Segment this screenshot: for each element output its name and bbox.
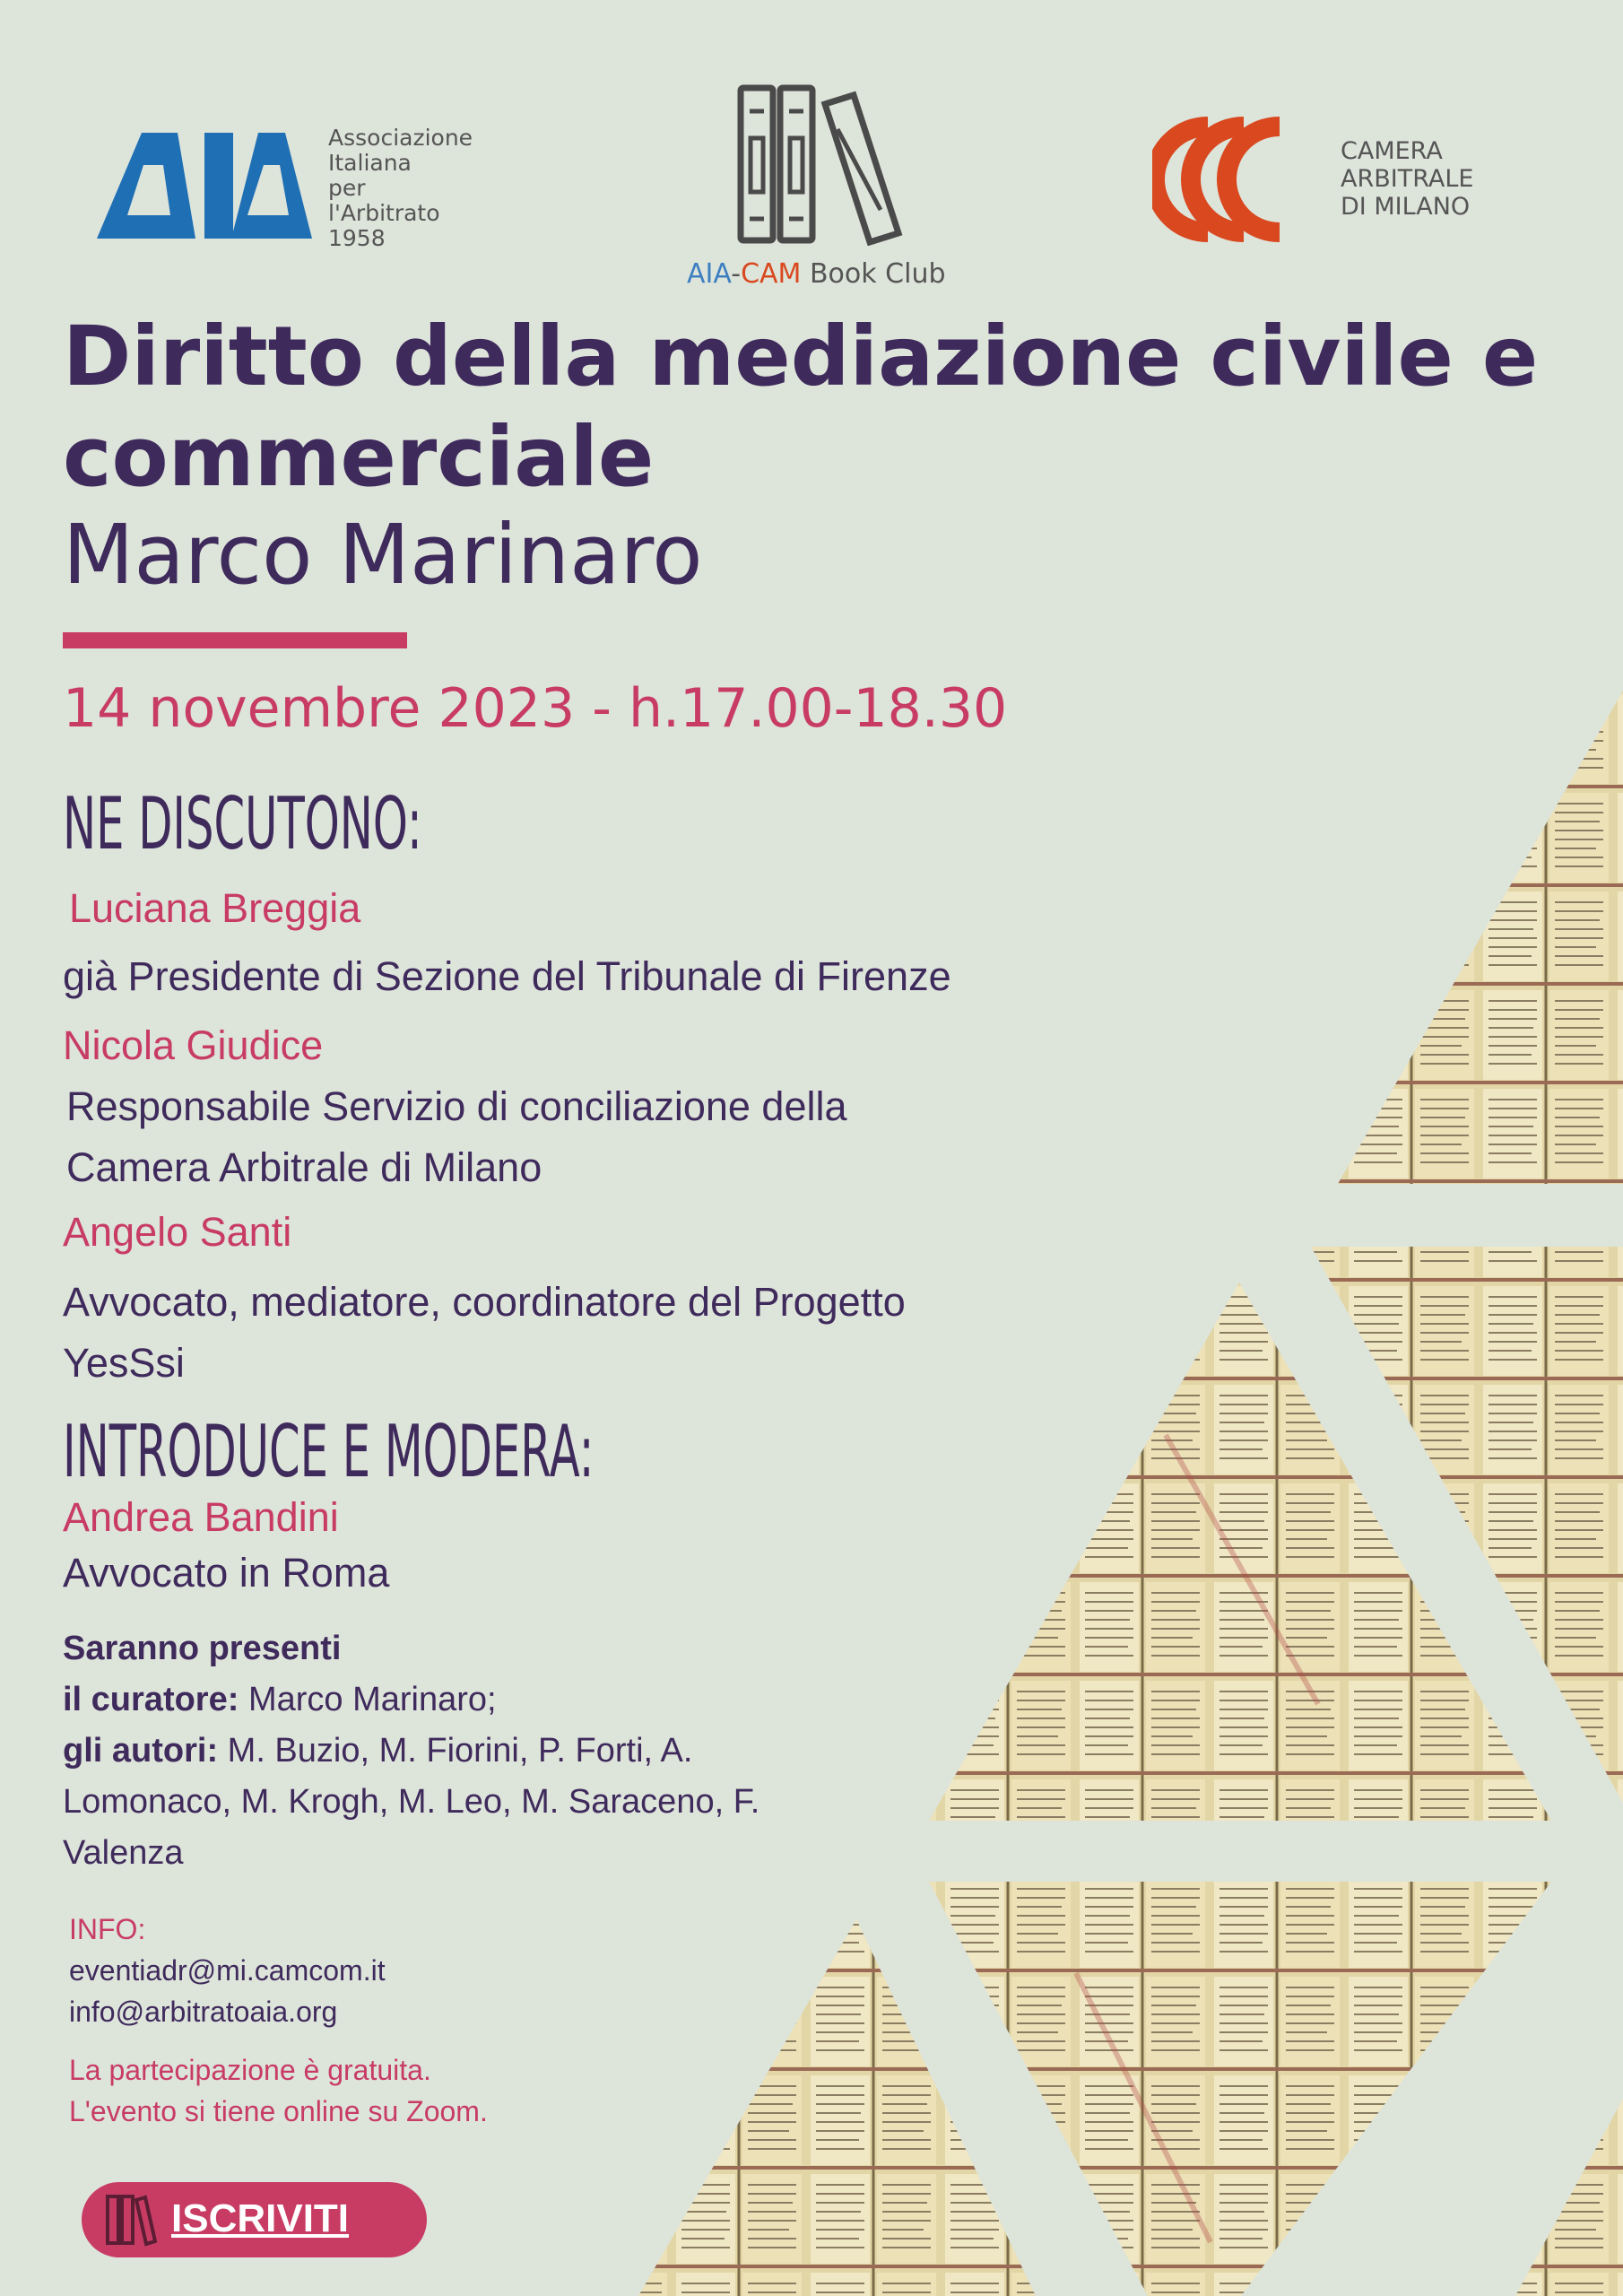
bookclub-label-rest: Book Club <box>801 258 946 290</box>
event-datetime: 14 novembre 2023 - h.17.00-18.30 <box>63 677 1008 740</box>
aia-logo-line: Italiana <box>328 150 412 176</box>
participation-note <box>69 2049 488 2132</box>
cam-logo-line: CAMERA <box>1341 137 1443 165</box>
moderator-heading: INTRODUCE E MODERA: <box>63 1410 595 1493</box>
curator-label: il curatore: <box>63 1681 239 1718</box>
presence-authors-line: Valenza <box>63 1834 184 1872</box>
speaker-name: Angelo Santi <box>63 1209 292 1255</box>
presence-heading: Saranno presenti <box>63 1630 342 1667</box>
info-email[interactable]: info@arbitratoaia.org <box>69 1996 338 2028</box>
signup-button-label: ISCRIVITI <box>171 2196 350 2240</box>
signup-button[interactable] <box>82 2182 427 2257</box>
moderator-role: Avvocato in Roma <box>63 1550 390 1596</box>
info-email[interactable]: eventiadr@mi.camcom.it <box>69 1954 386 1987</box>
cam-logo-line: DI MILANO <box>1341 193 1471 221</box>
event-title <box>63 307 1605 508</box>
bookclub-label-aia: AIA <box>687 258 732 290</box>
participation-note-line: La partecipazione è gratuita. <box>69 2054 431 2086</box>
participation-note-line: L'evento si tiene online su Zoom. <box>69 2095 488 2127</box>
event-title-line: commerciale <box>63 409 655 505</box>
speaker-role <box>63 1272 906 1394</box>
books-icon <box>737 84 925 246</box>
info-block <box>69 1909 386 2032</box>
aia-logo-mark-icon <box>97 133 312 239</box>
divider-bar <box>63 632 407 648</box>
panel-heading: NE DISCUTONO: <box>63 782 422 865</box>
aia-logo-line: 1958 <box>328 225 386 251</box>
presence-authors <box>63 1726 959 1777</box>
books-icon <box>105 2193 157 2247</box>
presence-block <box>63 1623 959 1879</box>
book-author: Marco Marinaro <box>63 507 703 603</box>
presence-authors-line: Lomonaco, M. Krogh, M. Leo, M. Saraceno, F. <box>63 1783 760 1821</box>
cam-logo-mark-icon <box>1152 112 1300 247</box>
aia-logo <box>97 125 473 251</box>
cam-logo-line: ARBITRALE <box>1341 165 1474 193</box>
bookclub-label-dash: - <box>731 258 742 290</box>
aia-logo-line: per l'Arbitrato <box>328 175 440 226</box>
speaker-role-line: Responsabile Servizio di conciliazione della <box>66 1083 847 1129</box>
authors-value: M. Buzio, M. Fiorini, P. Forti, A. <box>218 1732 693 1770</box>
cam-logo <box>1152 112 1529 247</box>
speaker-name: Luciana Breggia <box>69 885 361 931</box>
presence-curator <box>63 1674 959 1726</box>
speaker-name: Nicola Giudice <box>63 1022 324 1068</box>
info-label: INFO: <box>69 1913 146 1945</box>
moderator-name: Andrea Bandini <box>63 1494 339 1540</box>
speaker-role-line: Camera Arbitrale di Milano <box>66 1144 542 1190</box>
curator-value: Marco Marinaro; <box>239 1681 497 1718</box>
speaker-role-line: Avvocato, mediatore, coordinatore del Progetto <box>63 1279 906 1325</box>
speaker-role-line: YesSsi <box>63 1340 185 1386</box>
speaker-role <box>66 1076 847 1198</box>
bookclub-label-cam: CAM <box>741 258 802 290</box>
speaker-role: già Presidente di Sezione del Tribunale di Firenze <box>63 953 951 999</box>
aia-logo-line: Associazione <box>328 125 473 151</box>
event-title-line: Diritto della mediazione civile e <box>63 309 1539 404</box>
bookclub-logo <box>681 81 977 296</box>
authors-label: gli autori: <box>63 1732 219 1770</box>
